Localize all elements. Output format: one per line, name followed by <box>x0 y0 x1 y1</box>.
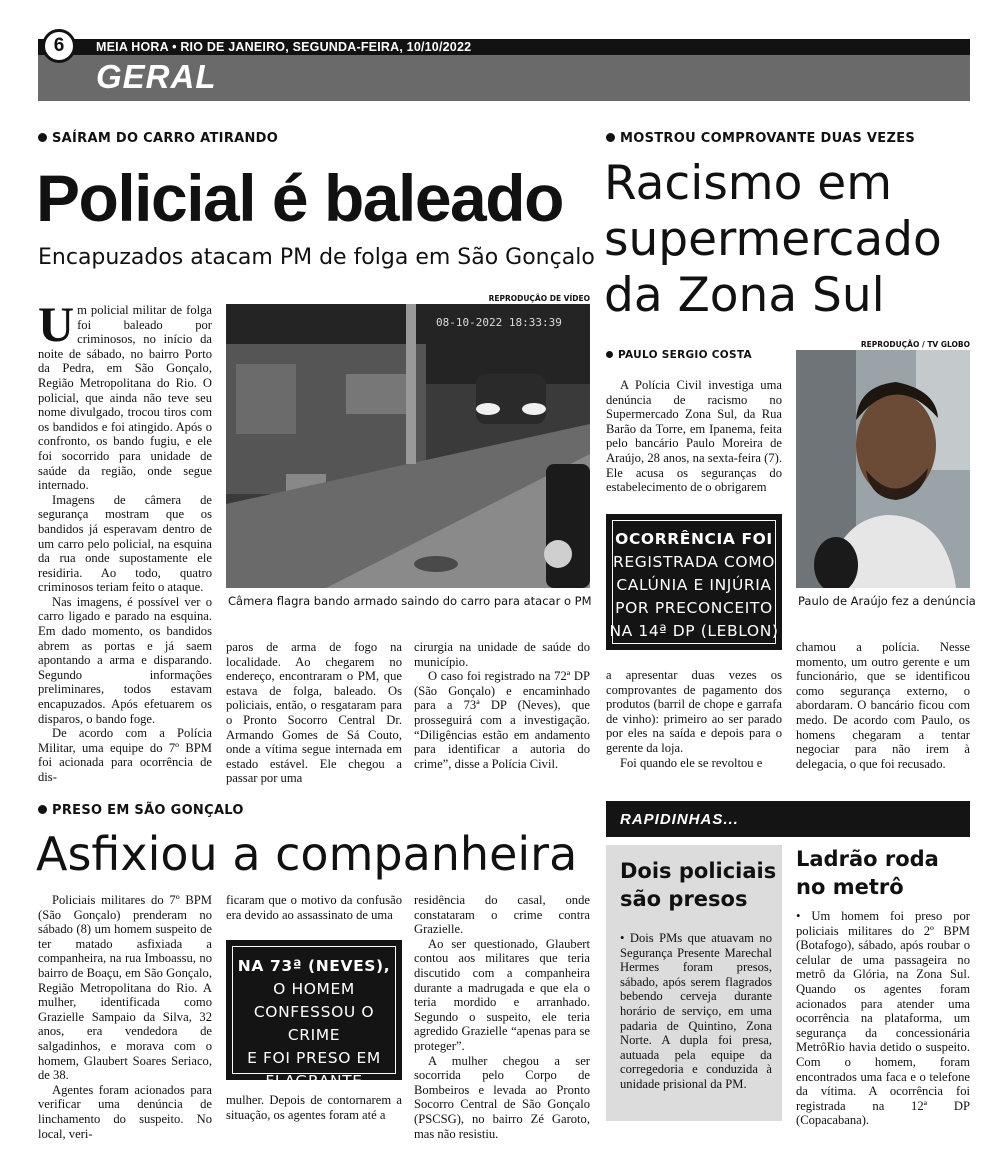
rapidinhas-item1-title-line: Dois policiais <box>620 859 777 883</box>
story1-headline: Policial é baleado <box>36 161 563 235</box>
callout-line: E FOI PRESO EM <box>247 1049 381 1067</box>
story1-paragraph <box>38 296 212 493</box>
story1-paragraph: paros de arma de fogo na localidade. Ao chegarem no endereço, encontraram o PM, que estava de folga, baleado. Os policiais, então, o resgataram para o Pronto Socorro Central Dr. Armando Gomes de Sá Couto, onde a vítima segue internada em estado estável. Ele chegou a passar por uma <box>226 640 402 786</box>
story2-callout <box>606 514 782 650</box>
story2-byline-text: PAULO SERGIO COSTA <box>618 349 752 361</box>
rapidinhas-label: RAPIDINHAS... <box>620 811 739 828</box>
story2-kicker <box>606 131 915 146</box>
story2-paragraph: Foi quando ele se revoltou e <box>620 755 763 770</box>
story1-column-2 <box>226 640 402 786</box>
story2-headline-line: da Zona Sul <box>604 268 885 323</box>
section-title: GERAL <box>96 58 217 95</box>
story3-kicker <box>38 803 244 818</box>
rapidinhas-item1-box <box>606 845 782 1121</box>
cctv-image <box>226 304 590 588</box>
story2-column-left <box>606 668 782 770</box>
story2-paragraph: a apresentar duas vezes os comprovantes de pagamento dos produtos (barril de chope e garrafa de vinho): primeiro ao ser parado por eles na saída e depois para o gerente da loja. <box>606 668 782 755</box>
story1-paragraph: Imagens de câmera de segurança mostram que os bandidos já esperavam dentro de um carro pelo policial, na esquina da rua onde supostamente ele residiria. Ao todo, quatro criminosos teriam feito o ataque. <box>38 492 212 595</box>
story2-headline-line: supermercado <box>604 212 942 267</box>
story1-paragraph: Nas imagens, é possível ver o carro ligado e parado na esquina. Em dado momento, os bandidos abrem as portas e já saem apontando a arma e disparando. Segundo informações preliminares, todos estavam encapuzados. Após efetuarem os disparos, o bando foge. <box>38 594 212 726</box>
callout-line: FLAGRANTE <box>265 1072 363 1090</box>
story3-paragraph: A mulher chegou a ser socorrida pelo Corpo de Bombeiros e levada ao Pronto Socorro Central de São Gonçalo (PSCSG), no bairro Zé Garoto, mas não resistiu. <box>414 1053 590 1141</box>
callout-line: CALÚNIA E INJÚRIA <box>616 576 772 594</box>
story2-paragraph: A Polícia Civil investiga uma denúncia de racismo no Supermercado Zona Sul, da Rua Barão da Torre, em Ipanema, feita pelo bancário Paulo Moreira de Araújo, 28 anos, na sexta-feira (7). Ele acusa os seguranças do estabelecimento de o obrigarem <box>606 378 782 495</box>
story3-column-2-bottom <box>226 1093 402 1122</box>
story1-paragraph: O caso foi registrado na 72ª DP (São Gonçalo) e encaminhado para a 73ª DP (Neves), que prosseguirá com a investigação. “Diligências estão em andamento para identificar a autoria do crime”, disse a Polícia Civil. <box>414 669 590 771</box>
story2-kicker-text: MOSTROU COMPROVANTE DUAS VEZES <box>620 131 916 146</box>
portrait-image <box>796 350 970 588</box>
story3-column-3 <box>414 893 590 1141</box>
story1-photo-credit: REPRODUÇÃO DE VÍDEO <box>488 294 590 303</box>
rapidinhas-item1-text: • Dois PMs que atuavam no Segurança Presente Marechal Hermes foram presos, sábado, após serem flagrados bebendo cerveja durante horário de serviço, em uma padaria de Quintino, Zona Norte. A dupla foi presa, autuada pela equipe da corregedoria e conduzida à unidade prisional da PM. <box>620 931 772 1091</box>
story2-lead <box>606 378 782 495</box>
story1-kicker-text: SAÍRAM DO CARRO ATIRANDO <box>52 131 279 146</box>
story2-paragraph: chamou a polícia. Nesse momento, um outro gerente e um funcionário, que se identificou como segurança externo, o abordaram. O bancário ficou com medo. De acordo com Paulo, os homens chegaram a tentar negociar para não irem à delegacia, o que foi recusado. <box>796 640 970 771</box>
story1-paragraph: De acordo com a Polícia Militar, uma equipe do 7º BPM foi acionada para ocorrência de dis- <box>38 726 212 784</box>
rapidinhas-item2-body <box>796 909 970 1128</box>
story1-column-1 <box>38 296 212 785</box>
cctv-timestamp: 08-10-2022 18:33:39 <box>436 316 562 329</box>
rapidinhas-item1-title <box>620 857 776 913</box>
story1-subhead: Encapuzados atacam PM de folga em São Gonçalo <box>38 245 595 270</box>
story2-column-right <box>796 640 970 771</box>
callout-line: POR PRECONCEITO <box>615 599 773 617</box>
callout-line: NA 73ª (NEVES), <box>237 957 391 975</box>
bullet-icon <box>606 133 615 142</box>
bullet-icon <box>38 133 47 142</box>
story3-paragraph: Agentes foram acionados para verificar uma denúncia de linchamento do suspeito. No local, veri- <box>38 1082 212 1141</box>
masthead-text: MEIA HORA • RIO DE JANEIRO, SEGUNDA-FEIRA, 10/10/2022 <box>96 40 472 54</box>
page-number: 6 <box>42 29 76 63</box>
callout-line: O HOMEM <box>273 980 355 998</box>
story2-headline-line: Racismo em <box>604 156 892 211</box>
rapidinhas-item1-body <box>620 931 772 1092</box>
story3-column-2-top <box>226 893 402 922</box>
story2-headline <box>604 156 942 324</box>
rapidinhas-item2-text: • Um homem foi preso por policiais militares do 2º BPM (Botafogo), sábado, após roubar o celular de uma passageira no metrô da Glória, na Zona Sul. Quando os agentes foram acionados para atender uma ocorrência na plataforma, um segurança da concessionária MetrôRio havia detido o suspeito. Com o homem, foram encontrados uma faca e o telefone da vítima. A ocorrência foi registrada na 12ª DP (Copacabana). <box>796 909 970 1128</box>
bullet-icon <box>38 805 47 814</box>
callout-text <box>606 528 782 643</box>
callout-line: CONFESSOU O CRIME <box>253 1003 375 1044</box>
story3-headline: Asfixiou a companheira <box>36 827 578 881</box>
story3-paragraph: ficaram que o motivo da confusão era devido ao assassinato de uma <box>226 893 402 922</box>
bullet-icon <box>606 351 613 358</box>
story1-photo <box>226 304 590 588</box>
story3-paragraph: mulher. Depois de contornarem a situação, os agentes foram até a <box>226 1093 402 1122</box>
rapidinhas-item2 <box>796 845 970 1128</box>
story1-kicker <box>38 131 278 146</box>
story3-column-1 <box>38 893 212 1141</box>
rapidinhas-item2-title <box>796 845 970 901</box>
story2-photo <box>796 350 970 588</box>
callout-line: OCORRÊNCIA FOI <box>615 530 773 548</box>
rapidinhas-item1-title-line: são presos <box>620 887 748 911</box>
story1-paragraph-text: m policial militar de folga foi baleado por criminosos, no início da noite de sábado, no bairro Porto da Pedra, em São Gonçalo, Região Metropolitana do Rio. O policial, que ainda não teve seu nome divulgado, trocou tiros com os bandidos e foi atingido. Após o confronto, os bando fugiu, e ele foi socorrido para unidade de saúde da região, onde segue internado. <box>38 303 212 493</box>
story1-paragraph: cirurgia na unidade de saúde do município. <box>414 640 590 669</box>
rapidinhas-item2-title-line: Ladrão roda <box>796 847 939 871</box>
story3-paragraph: Policiais militares do 7º BPM (São Gonçalo) prenderam no sábado (8) um homem suspeito de ter matado asfixiada a companheira, na rua Imboassu, no bairro de Boaçu, em São Gonçalo, Região Metropolitana do Rio. A mulher, identificada como Grazielle Sampaio da Silva, 32 anos, era vendedora de salgadinhos, e morava com o homem, Glaubert Soares Seriaco, de 38. <box>38 893 212 1083</box>
callout-line: REGISTRADA COMO <box>613 553 775 571</box>
callout-line: NA 14ª DP (LEBLON) <box>609 622 779 640</box>
story3-callout <box>226 940 402 1090</box>
story2-photo-caption: Paulo de Araújo fez a denúncia <box>798 594 976 608</box>
rapidinhas-bar <box>606 801 970 837</box>
story2-byline <box>606 349 752 361</box>
story3-paragraph: residência do casal, onde constataram o crime contra Grazielle. <box>414 893 590 937</box>
story3-paragraph: Ao ser questionado, Glaubert contou aos militares que teria discutido com a companheira durante a madrugada e que ela o teria mordido e arranhado. Segundo o suspeito, ele teria agredido Grazielle “apenas para se proteger”. <box>414 936 590 1053</box>
story2-photo-credit: REPRODUÇÃO / TV GLOBO <box>860 340 970 349</box>
callout-text <box>226 955 402 1093</box>
story1-column-3 <box>414 640 590 771</box>
story1-dropcap: U <box>38 296 75 352</box>
story1-photo-caption: Câmera flagra bando armado saindo do carro para atacar o PM <box>228 594 592 608</box>
rapidinhas-item2-title-line: no metrô <box>796 875 904 899</box>
story3-kicker-text: PRESO EM SÃO GONÇALO <box>52 803 244 818</box>
